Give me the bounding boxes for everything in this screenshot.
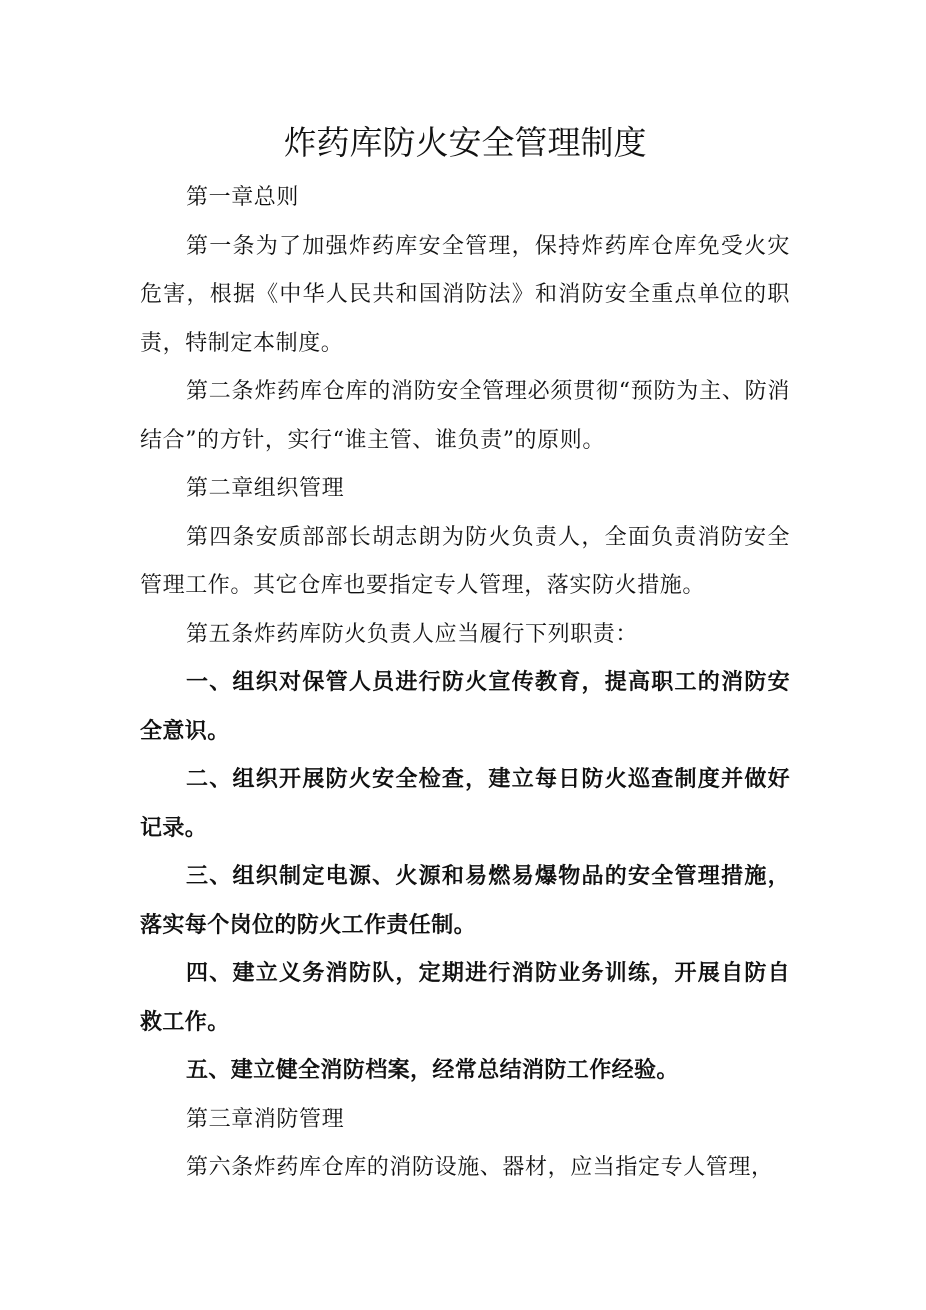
article-paragraph: 第四条安质部部长胡志朗为防火负责人，全面负责消防安全管理工作。其它仓库也要指定专人管理，落实防火措施。 xyxy=(140,524,790,598)
chapter-heading: 第一章总则 xyxy=(186,185,300,210)
article-paragraph: 第一条为了加强炸药库安全管理，保持炸药库仓库免受火灾危害，根据《中华人民共和国消防法》和消防安全重点单位的职责，特制定本制度。 xyxy=(140,233,790,356)
chapter-heading: 第二章组织管理 xyxy=(186,476,345,501)
duty-item: 一、组织对保管人员进行防火宣传教育，提高职工的消防安全意识。 xyxy=(140,670,790,744)
article-paragraph: 第六条炸药库仓库的消防设施、器材，应当指定专人管理， xyxy=(186,1155,774,1180)
document-title: 炸药库防火安全管理制度 xyxy=(283,123,647,162)
chapter-heading: 第三章消防管理 xyxy=(186,1106,345,1132)
document-body xyxy=(140,174,790,1193)
duty-item: 五、建立健全消防档案，经常总结消防工作经验。 xyxy=(186,1058,679,1083)
duty-item: 三、组织制定电源、火源和易燃易爆物品的安全管理措施，落实每个岗位的防火工作责任制。 xyxy=(140,864,790,938)
article-paragraph: 第二条炸药库仓库的消防安全管理必须贯彻“预防为主、防消结合”的方针，实行“谁主管、谁负责”的原则。 xyxy=(140,379,790,453)
duty-item: 二、组织开展防火安全检查，建立每日防火巡查制度并做好记录。 xyxy=(140,767,790,841)
article-paragraph: 第五条炸药库防火负责人应当履行下列职责： xyxy=(186,621,639,647)
duty-item: 四、建立义务消防队，定期进行消防业务训练，开展自防自救工作。 xyxy=(140,961,790,1035)
